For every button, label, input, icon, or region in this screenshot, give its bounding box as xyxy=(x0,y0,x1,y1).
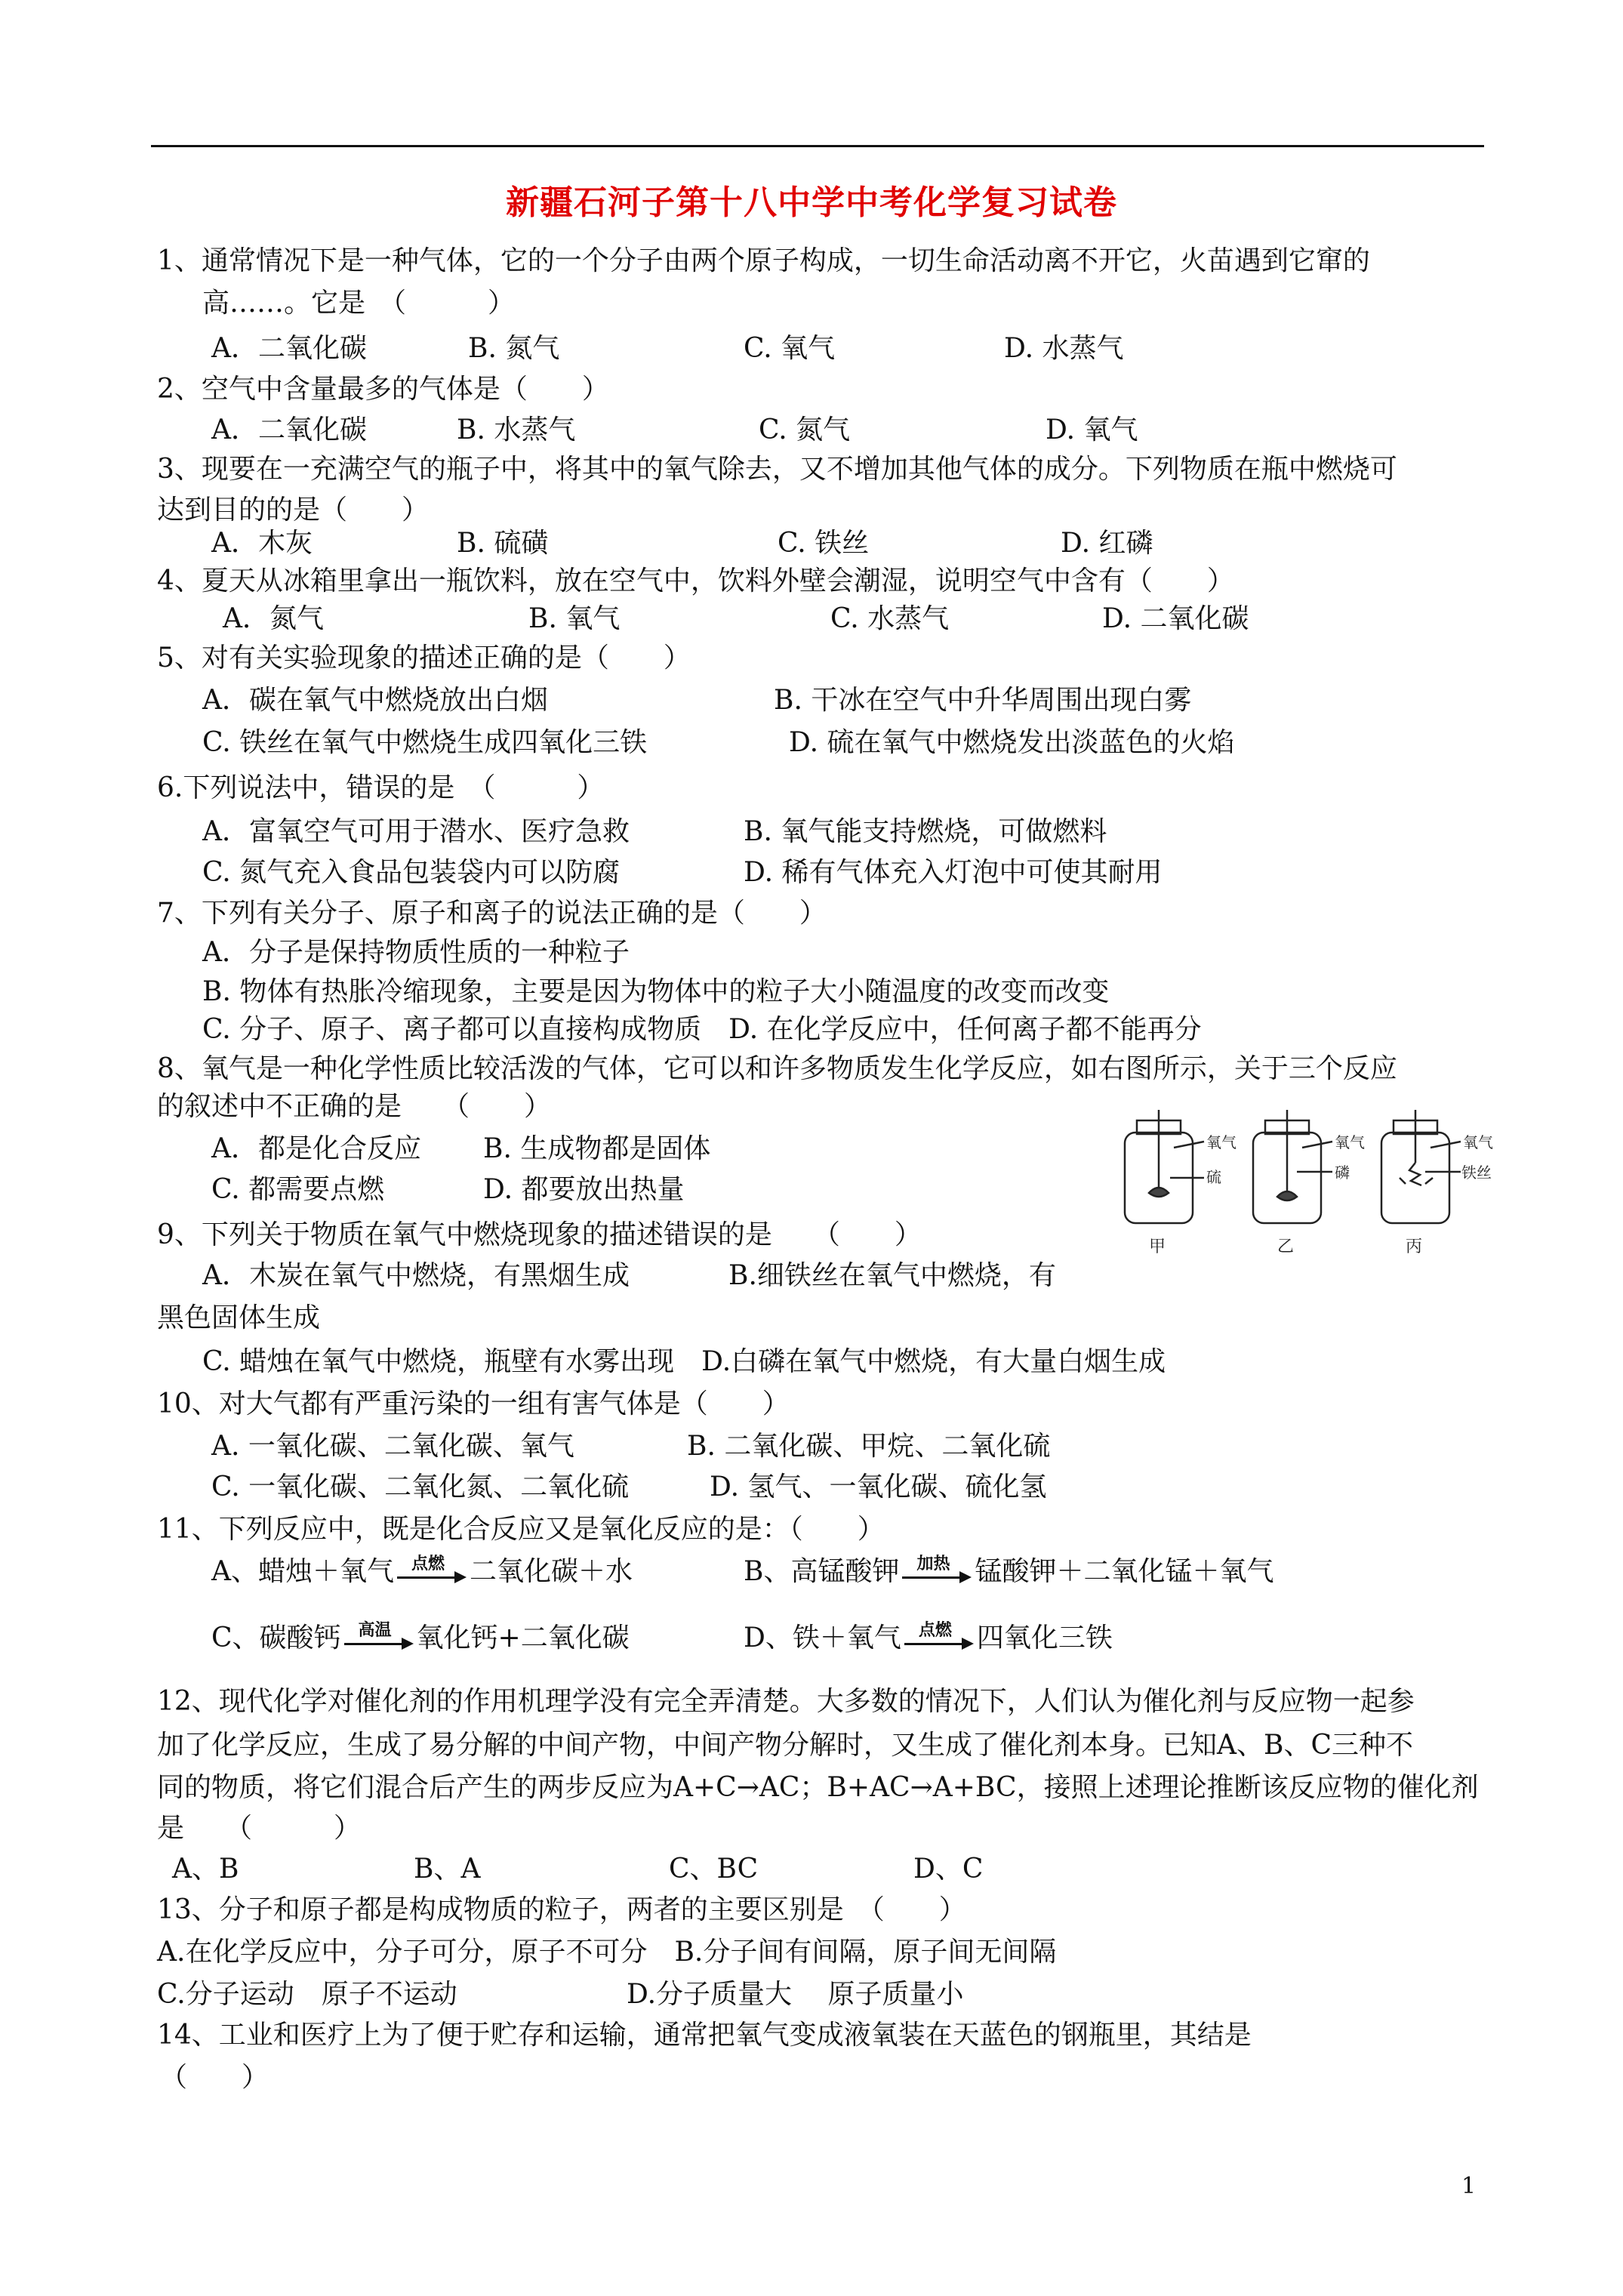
jar-jia xyxy=(1125,1110,1204,1223)
text-line: 8、氧气是一种化学性质比较活泼的气体，它可以和许多物质发生化学反应，如右图所示，关于三个反应 xyxy=(157,1053,1397,1084)
text-line: D. 硫在氧气中燃烧发出淡蓝色的火焰 xyxy=(789,727,1235,758)
oxygen-jars-figure xyxy=(1110,1102,1493,1261)
jar-bing-gas-label: 氧气 xyxy=(1463,1133,1493,1151)
text-line: 高……。它是 （ ） xyxy=(202,288,516,319)
jar-jia-substance-label: 硫 xyxy=(1206,1168,1221,1186)
text-line: B、A xyxy=(414,1854,481,1885)
text-line: 5、对有关实验现象的描述正确的是（ ） xyxy=(157,643,691,673)
reaction-arrow xyxy=(397,1555,467,1589)
text-line: C. 铁丝 xyxy=(778,528,870,559)
q11-d-products: 四氧化三铁 xyxy=(976,1623,1113,1653)
q11-d-reactants: D、铁＋氧气 xyxy=(744,1623,901,1653)
text-line: 12、现代化学对催化剂的作用机理学没有完全弄清楚。大多数的情况下，人们认为催化剂与反应物一起参 xyxy=(157,1686,1415,1717)
text-line: B. 氧气能支持燃烧，可做燃料 xyxy=(744,816,1107,847)
q11-c-reactants: C、碳酸钙 xyxy=(211,1623,341,1653)
q11-b-reactants: B、高锰酸钾 xyxy=(744,1556,900,1587)
text-line: 10、对大气都有严重污染的一组有害气体是（ ） xyxy=(157,1388,790,1419)
text-line: D. 氢气、一氧化碳、硫化氢 xyxy=(710,1472,1047,1502)
text-line: 3、现要在一充满空气的瓶子中，将其中的氧气除去，又不增加其他气体的成分。下列物质在瓶中燃烧可 xyxy=(157,454,1397,485)
text-line: 加了化学反应，生成了易分解的中间产物，中间产物分解时，又生成了催化剂本身。已知A、B、C三种不 xyxy=(157,1730,1413,1761)
jar-jia-gas-label: 氧气 xyxy=(1206,1133,1236,1151)
text-line: B. 干冰在空气中升华周围出现白雾 xyxy=(774,685,1192,716)
q11-c-products: 氧化钙+二氧化碳 xyxy=(416,1623,630,1653)
text-line: D. 二氧化碳 xyxy=(1102,603,1249,634)
text-line: B. 水蒸气 xyxy=(457,415,576,445)
text-line: 9、下列关于物质在氧气中燃烧现象的描述错误的是 （ ） xyxy=(157,1219,922,1250)
text-line: D.分子质量大 原子质量小 xyxy=(627,1979,964,2010)
text-line: A．二氧化碳 xyxy=(211,415,367,445)
jar-yi xyxy=(1253,1110,1332,1223)
jar-bing xyxy=(1381,1110,1461,1223)
q11-option-b xyxy=(744,1555,1273,1589)
text-line: A．氮气 xyxy=(223,603,324,634)
text-line: 1、通常情况下是一种气体，它的一个分子由两个原子构成，一切生命活动离不开它，火苗遇到它窜的 xyxy=(157,245,1370,276)
text-line: D. 稀有气体充入灯泡中可使其耐用 xyxy=(744,857,1163,888)
jar-jia-name: 甲 xyxy=(1149,1237,1166,1256)
jar-bing-name: 丙 xyxy=(1406,1237,1423,1256)
text-line: 达到目的的是（ ） xyxy=(157,495,430,525)
page-title: 新疆石河子第十八中学中考化学复习试卷 xyxy=(506,183,1117,222)
text-line: C. 一氧化碳、二氧化氮、二氧化硫 xyxy=(211,1472,630,1502)
q11-option-a xyxy=(211,1555,633,1589)
text-line: A．分子是保持物质性质的一种粒子 xyxy=(202,937,630,968)
text-line: 14、工业和医疗上为了便于贮存和运输，通常把氧气变成液氧装在天蓝色的钢瓶里，其结是 xyxy=(157,2020,1252,2051)
text-line: 6.下列说法中，错误的是 （ ） xyxy=(157,772,605,803)
text-line: 同的物质，将它们混合后产生的两步反应为A+C→AC；B+AC→A+BC，接照上述理论推断该反应物的催化剂 xyxy=(157,1772,1479,1803)
text-line: D. 水蒸气 xyxy=(1004,333,1124,364)
q11-option-c xyxy=(211,1622,630,1655)
text-line: A.在化学反应中，分子可分，原子不可分 B.分子间有间隔，原子间无间隔 xyxy=(157,1937,1057,1968)
text-line: 2、空气中含量最多的气体是（ ） xyxy=(157,374,609,405)
reaction-condition: 点燃 xyxy=(411,1555,445,1573)
text-line: B. 物体有热胀冷缩现象，主要是因为物体中的粒子大小随温度的改变而改变 xyxy=(202,976,1110,1007)
q11-b-products: 锰酸钾＋二氧化锰＋氧气 xyxy=(975,1556,1274,1587)
text-line: 黑色固体生成 xyxy=(157,1302,321,1333)
text-line: （ ） xyxy=(160,2062,269,2093)
text-line: B. 氮气 xyxy=(468,333,560,364)
text-line: C. 水蒸气 xyxy=(830,603,950,634)
jar-yi-gas-label: 氧气 xyxy=(1335,1133,1365,1151)
text-line: D. 都要放出热量 xyxy=(483,1174,685,1205)
reaction-arrow xyxy=(904,1622,974,1655)
jar-bing-substance-label: 铁丝 xyxy=(1461,1163,1492,1182)
text-line: C. 氮气 xyxy=(759,415,851,445)
text-line: B. 生成物都是固体 xyxy=(483,1133,711,1164)
text-line: 的叙述中不正确的是 （ ） xyxy=(157,1091,552,1122)
text-line: C、BC xyxy=(669,1854,759,1885)
jar-yi-name: 乙 xyxy=(1277,1237,1295,1256)
text-line: C. 铁丝在氧气中燃烧生成四氧化三铁 xyxy=(202,727,648,758)
text-line: C. 氮气充入食品包装袋内可以防腐 xyxy=(202,857,621,888)
text-line: B. 硫磺 xyxy=(457,528,549,559)
text-line: B.细铁丝在氧气中燃烧，有 xyxy=(728,1260,1056,1291)
text-line: 4、夏天从冰箱里拿出一瓶饮料，放在空气中，饮料外壁会潮湿，说明空气中含有（ ） xyxy=(157,566,1234,596)
reaction-condition: 高温 xyxy=(358,1621,392,1640)
q11-a-products: 二氧化碳＋水 xyxy=(470,1556,633,1587)
reaction-arrow xyxy=(344,1622,414,1655)
text-line: 7、下列有关分子、原子和离子的说法正确的是（ ） xyxy=(157,898,827,929)
text-line: D、C xyxy=(913,1854,984,1885)
text-line: C. 蜡烛在氧气中燃烧，瓶壁有水雾出现 D.白磷在氧气中燃烧，有大量白烟生成 xyxy=(202,1346,1166,1377)
text-line: A．二氧化碳 xyxy=(211,333,367,364)
text-line: A．木炭在氧气中燃烧，有黑烟生成 xyxy=(202,1260,630,1291)
reaction-condition: 点燃 xyxy=(918,1621,952,1640)
header-rule xyxy=(151,145,1484,147)
text-line: A. 一氧化碳、二氧化碳、氧气 xyxy=(211,1431,574,1462)
text-line: B. 二氧化碳、甲烷、二氧化硫 xyxy=(687,1431,1051,1462)
text-line: C. 氧气 xyxy=(744,333,836,364)
text-line: C. 都需要点燃 xyxy=(211,1174,385,1205)
q11-option-d xyxy=(744,1622,1113,1655)
text-line: D. 红磷 xyxy=(1061,528,1153,559)
text-line: A．碳在氧气中燃烧放出白烟 xyxy=(202,685,548,716)
text-line: B. 氧气 xyxy=(528,603,621,634)
jar-yi-substance-label: 磷 xyxy=(1335,1163,1350,1182)
text-line: A．木灰 xyxy=(211,528,313,559)
text-line: 是 （ ） xyxy=(157,1813,362,1844)
text-line: 11、下列反应中，既是化合反应又是氧化反应的是：（ ） xyxy=(157,1514,885,1545)
text-line: D. 氧气 xyxy=(1046,415,1138,445)
text-line: A．都是化合反应 xyxy=(211,1133,421,1164)
page-number: 1 xyxy=(1461,2173,1477,2199)
text-line: 13、分子和原子都是构成物质的粒子，两者的主要区别是 （ ） xyxy=(157,1894,966,1925)
text-line: A、B xyxy=(172,1854,239,1885)
reaction-condition: 加热 xyxy=(916,1555,950,1573)
text-line: A．富氧空气可用于潜水、医疗急救 xyxy=(202,816,630,847)
q11-a-reactants: A、蜡烛＋氧气 xyxy=(211,1556,394,1587)
text-line: C. 分子、原子、离子都可以直接构成物质 D. 在化学反应中，任何离子都不能再分 xyxy=(202,1014,1202,1045)
reaction-arrow xyxy=(902,1555,972,1589)
text-line: C.分子运动 原子不运动 xyxy=(157,1979,457,2010)
